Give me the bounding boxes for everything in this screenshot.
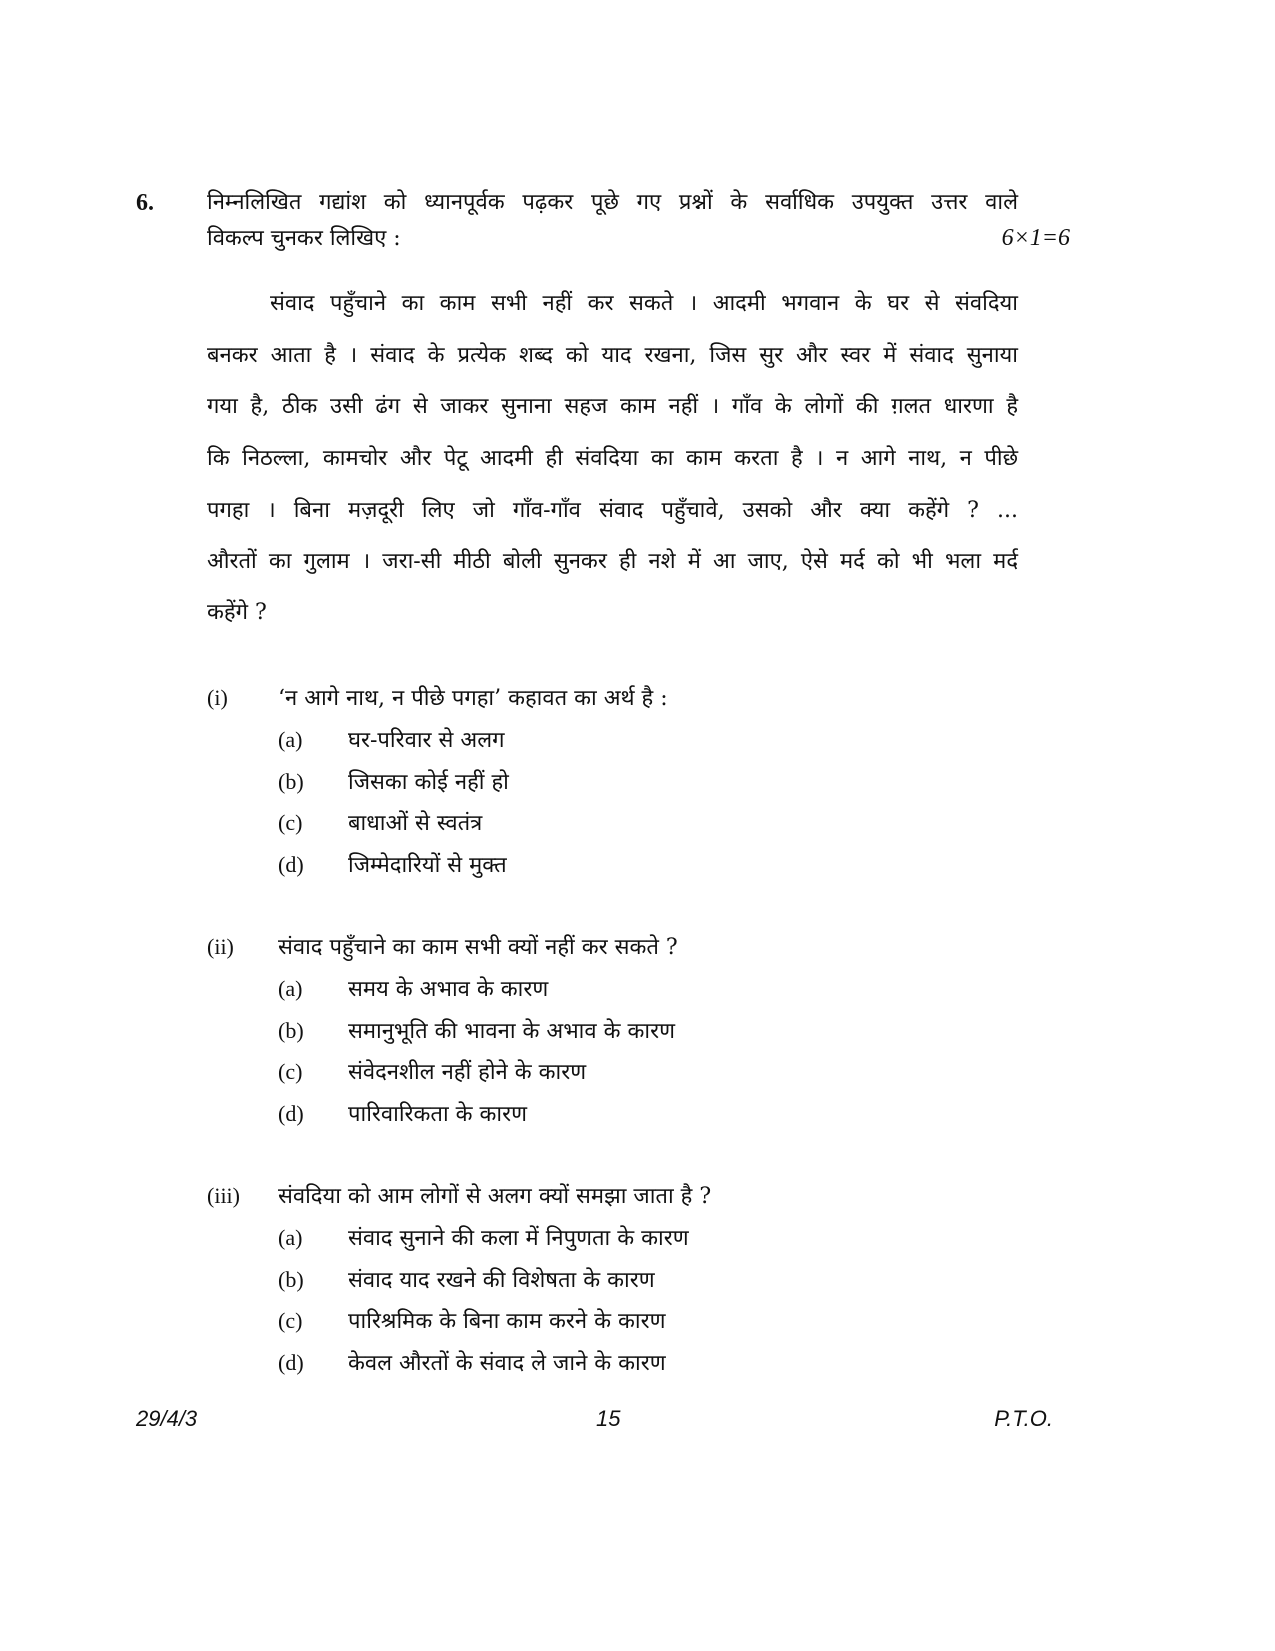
option-label: (b) [278, 1266, 304, 1292]
option-text: जिसका कोई नहीं हो [348, 769, 509, 795]
option-label: (a) [278, 976, 303, 1001]
option-text: पारिश्रमिक के बिना काम करने के कारण [348, 1309, 666, 1334]
option-text: संवाद याद रखने की विशेषता के कारण [348, 1267, 655, 1293]
option-text: समय के अभाव के कारण [348, 977, 549, 1002]
passage-line: गया है, ठीक उसी ढंग से जाकर सुनाना सहज काम नहीं । गाँव के लोगों की ग़लत धारणा है [207, 394, 1018, 419]
passage-line: कि निठल्ला, कामचोर और पेटू आदमी ही संवदिया का काम करता है । न आगे नाथ, न पीछे [207, 446, 1018, 471]
option-text: पारिवारिकता के कारण [348, 1101, 528, 1127]
instruction-line-2: विकल्प चुनकर लिखिए : [207, 226, 401, 251]
option-label: (c) [278, 1059, 303, 1084]
option-text: संवेदनशील नहीं होने के कारण [348, 1060, 587, 1085]
option-text: जिम्मेदारियों से मुक्त [348, 852, 507, 878]
subquestion-label: (i) [207, 685, 228, 710]
instruction-line-1: निम्नलिखित गद्यांश को ध्यानपूर्वक पढ़कर पूछे गए प्रश्नों के सर्वाधिक उपयुक्त उत्तर वाले [207, 190, 1018, 215]
passage-line: औरतों का गुलाम । जरा-सी मीठी बोली सुनकर ही नशे में आ जाए, ऐसे मर्द को भी भला मर्द [207, 549, 1018, 574]
option-label: (c) [278, 1308, 303, 1333]
option-text: बाधाओं से स्वतंत्र [348, 811, 483, 836]
subquestion-text: संवाद पहुँचाने का काम सभी क्यों नहीं कर सकते ? [278, 935, 678, 960]
option-label: (b) [278, 1017, 304, 1043]
paper-code: 29/4/3 [136, 1406, 198, 1431]
option-label: (d) [278, 851, 304, 877]
subquestion-text: ‘न आगे नाथ, न पीछे पगहा’ कहावत का अर्थ है : [278, 686, 668, 711]
option-label: (d) [278, 1349, 304, 1375]
question-number: 6. [136, 190, 154, 216]
subquestion-label: (iii) [207, 1183, 240, 1208]
passage-line: संवाद पहुँचाने का काम सभी नहीं कर सकते । आदमी भगवान के घर से संवदिया [270, 291, 1018, 316]
subquestion-label: (ii) [207, 934, 234, 959]
option-text: केवल औरतों के संवाद ले जाने के कारण [348, 1350, 666, 1376]
passage-line: बनकर आता है । संवाद के प्रत्येक शब्द को याद रखना, जिस सुर और स्वर में संवाद सुनाया [207, 343, 1018, 368]
option-label: (b) [278, 768, 304, 794]
pto: P.T.O. [994, 1406, 1053, 1431]
option-label: (c) [278, 810, 303, 835]
passage-line: पगहा । बिना मज़दूरी लिए जो गाँव-गाँव संवाद पहुँचावे, उसको और क्या कहेंगे ? ... [207, 498, 1018, 523]
passage-line: कहेंगे ? [207, 600, 267, 625]
option-label: (d) [278, 1100, 304, 1126]
option-label: (a) [278, 727, 303, 752]
option-label: (a) [278, 1225, 303, 1250]
page-number: 15 [596, 1406, 621, 1431]
option-text: घर-परिवार से अलग [348, 728, 505, 753]
marks: 6×1=6 [1001, 225, 1070, 251]
option-text: संवाद सुनाने की कला में निपुणता के कारण [348, 1226, 689, 1251]
subquestion-text: संवदिया को आम लोगों से अलग क्यों समझा जाता है ? [278, 1184, 712, 1209]
option-text: समानुभूति की भावना के अभाव के कारण [348, 1018, 675, 1044]
